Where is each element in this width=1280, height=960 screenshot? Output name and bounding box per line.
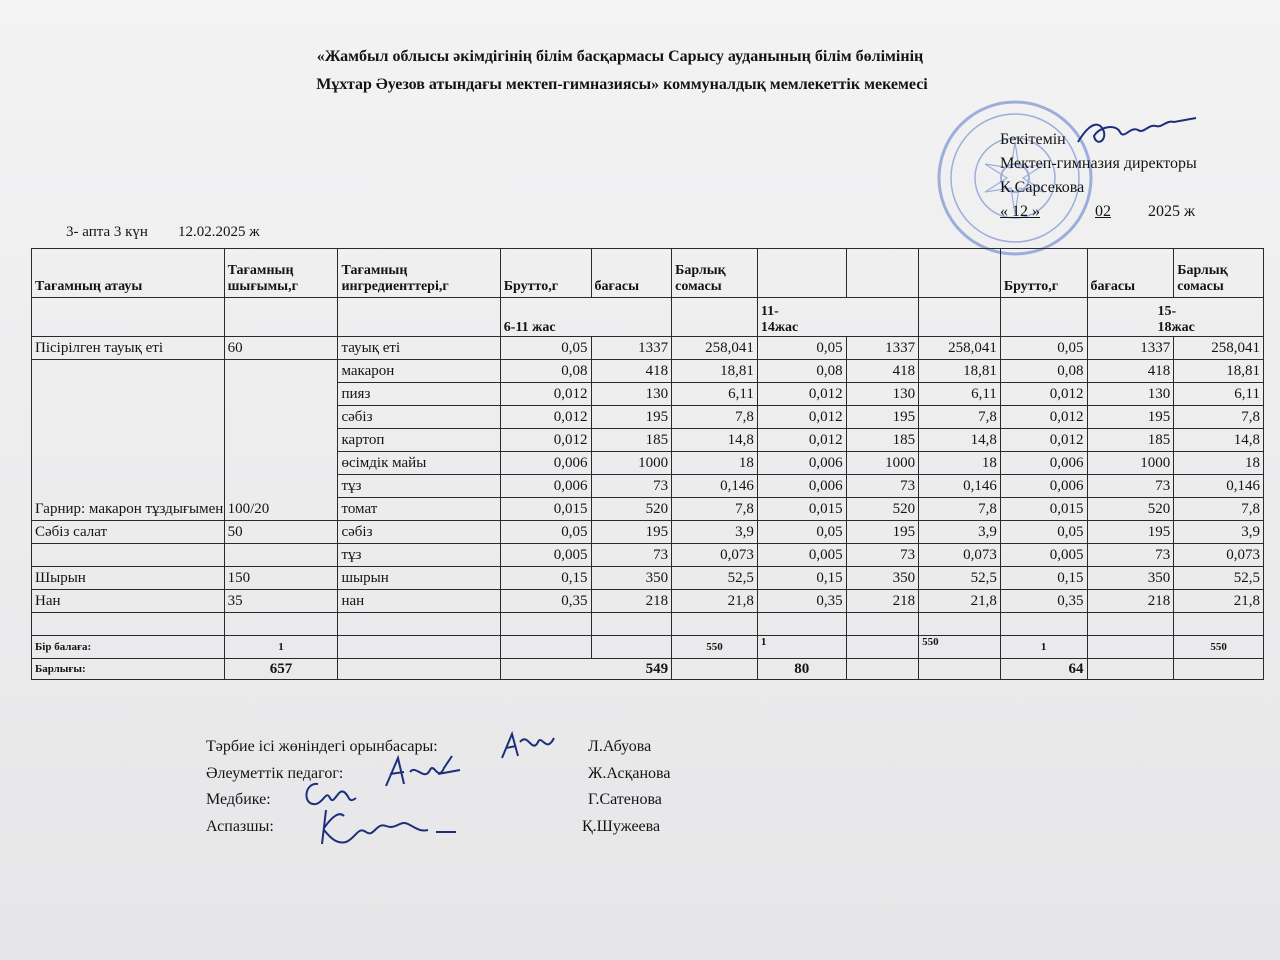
sum-1: 21,8: [672, 590, 758, 613]
menu-table: [31, 248, 1264, 680]
dish-name: Нан: [32, 590, 225, 613]
brutto-3: 0,35: [1000, 590, 1087, 613]
signature-role: Тәрбие ісі жөніндегі орынбасары:: [206, 738, 438, 755]
brutto-3: 0,05: [1000, 521, 1087, 544]
sum-3: 7,8: [1174, 498, 1264, 521]
signature-name: Г.Сатенова: [588, 791, 662, 808]
price-1: 350: [591, 567, 672, 590]
brutto-1: 0,012: [500, 383, 591, 406]
col-brutto-3: Брутто,г: [1000, 249, 1087, 298]
price-3: 1337: [1087, 337, 1174, 360]
ingredient: сәбіз: [338, 406, 500, 429]
sum-2: 18: [919, 452, 1001, 475]
brutto-3: 0,012: [1000, 429, 1087, 452]
header-line-1: «Жамбыл облысы әкімдігінің білім басқармасы Сарысу ауданының білім бөлімінің: [316, 48, 924, 65]
brutto-2: 0,012: [757, 429, 846, 452]
table-row: [32, 544, 1264, 567]
brutto-1: 0,015: [500, 498, 591, 521]
signature-role: Аспазшы:: [206, 818, 274, 835]
brutto-1: 0,05: [500, 337, 591, 360]
table-row: [32, 590, 1264, 613]
brutto-1: 0,08: [500, 360, 591, 383]
dish-name: [32, 544, 225, 567]
dish-name: Сәбіз салат: [32, 521, 225, 544]
col-ingredients: Тағамның ингредиенттері,г: [338, 249, 500, 298]
price-1: 418: [591, 360, 672, 383]
age-group-3: 15- 18жас: [1087, 298, 1263, 337]
empty-row: [32, 613, 1264, 636]
signature-role: Әлеуметтік педагог:: [206, 765, 344, 782]
sum-2: 7,8: [919, 406, 1001, 429]
approval-title: Бекітемін: [1000, 131, 1066, 148]
ingredient: тауық еті: [338, 337, 500, 360]
per-child-s3: 550: [1174, 636, 1264, 659]
table-row: [32, 521, 1264, 544]
ingredient: өсімдік майы: [338, 452, 500, 475]
price-2: 195: [846, 521, 919, 544]
brutto-2: 0,005: [757, 544, 846, 567]
signature-role: Медбике:: [206, 791, 271, 808]
approval-month: 02: [1095, 203, 1111, 220]
sum-2: 0,146: [919, 475, 1001, 498]
price-3: 195: [1087, 521, 1174, 544]
col-brutto-2: [757, 249, 846, 298]
price-3: 73: [1087, 544, 1174, 567]
signature-name: Қ.Шужеева: [582, 818, 661, 835]
sum-3: 258,041: [1174, 337, 1264, 360]
total-a: 657: [224, 659, 338, 680]
total-b: 549: [500, 659, 671, 680]
ingredient: нан: [338, 590, 500, 613]
dish-yield: 150: [224, 567, 338, 590]
price-3: 130: [1087, 383, 1174, 406]
ingredient: картоп: [338, 429, 500, 452]
brutto-2: 0,08: [757, 360, 846, 383]
sum-1: 0,146: [672, 475, 758, 498]
sum-3: 0,146: [1174, 475, 1264, 498]
price-2: 1337: [846, 337, 919, 360]
brutto-3: 0,006: [1000, 452, 1087, 475]
brutto-1: 0,05: [500, 521, 591, 544]
table-row: [32, 360, 1264, 383]
col-dish: Тағамның атауы: [32, 249, 225, 298]
sum-2: 21,8: [919, 590, 1001, 613]
brutto-1: 0,35: [500, 590, 591, 613]
approval-year: 2025 ж: [1148, 203, 1196, 220]
price-3: 350: [1087, 567, 1174, 590]
price-2: 418: [846, 360, 919, 383]
sum-3: 14,8: [1174, 429, 1264, 452]
price-2: 520: [846, 498, 919, 521]
price-1: 1337: [591, 337, 672, 360]
brutto-2: 0,05: [757, 521, 846, 544]
price-1: 195: [591, 521, 672, 544]
dish-yield: 60: [224, 337, 338, 360]
sum-3: 21,8: [1174, 590, 1264, 613]
price-1: 130: [591, 383, 672, 406]
ingredient: макарон: [338, 360, 500, 383]
sum-2: 18,81: [919, 360, 1001, 383]
brutto-3: 0,005: [1000, 544, 1087, 567]
approval-block: [1000, 128, 1197, 224]
table-row: [32, 567, 1264, 590]
brutto-1: 0,012: [500, 406, 591, 429]
price-2: 185: [846, 429, 919, 452]
col-price-2: [846, 249, 919, 298]
age-group-row: [32, 298, 1264, 337]
approval-day: « 12 »: [1000, 203, 1040, 220]
dish-yield: [224, 544, 338, 567]
total-label: Барлығы:: [32, 659, 225, 680]
sum-1: 52,5: [672, 567, 758, 590]
total-row: [32, 659, 1264, 680]
sum-1: 0,073: [672, 544, 758, 567]
price-3: 195: [1087, 406, 1174, 429]
handwritten-signature: [316, 804, 466, 850]
approval-name: К.Сарсекова: [1000, 179, 1085, 196]
sum-1: 14,8: [672, 429, 758, 452]
ingredient: сәбіз: [338, 521, 500, 544]
brutto-3: 0,015: [1000, 498, 1087, 521]
brutto-3: 0,05: [1000, 337, 1087, 360]
sum-1: 6,11: [672, 383, 758, 406]
sum-2: 6,11: [919, 383, 1001, 406]
sum-3: 0,073: [1174, 544, 1264, 567]
sum-2: 52,5: [919, 567, 1001, 590]
price-3: 185: [1087, 429, 1174, 452]
sum-2: 0,073: [919, 544, 1001, 567]
col-yield: Тағамның шығымы,г: [224, 249, 338, 298]
ingredient: пияз: [338, 383, 500, 406]
per-child-row: [32, 636, 1264, 659]
age-group-2: 11- 14жас: [757, 298, 918, 337]
brutto-2: 0,012: [757, 383, 846, 406]
price-1: 1000: [591, 452, 672, 475]
brutto-1: 0,006: [500, 475, 591, 498]
brutto-2: 0,35: [757, 590, 846, 613]
per-child-s2: 550: [919, 636, 1001, 659]
total-d: 64: [1000, 659, 1087, 680]
brutto-1: 0,15: [500, 567, 591, 590]
brutto-1: 0,005: [500, 544, 591, 567]
price-3: 73: [1087, 475, 1174, 498]
price-1: 73: [591, 544, 672, 567]
col-brutto-1: Брутто,г: [500, 249, 591, 298]
price-2: 73: [846, 475, 919, 498]
price-3: 1000: [1087, 452, 1174, 475]
ingredient: шырын: [338, 567, 500, 590]
price-2: 195: [846, 406, 919, 429]
price-3: 520: [1087, 498, 1174, 521]
ingredient: томат: [338, 498, 500, 521]
signature-name: Л.Абуова: [588, 738, 652, 755]
col-price-1: бағасы: [591, 249, 672, 298]
price-2: 73: [846, 544, 919, 567]
sum-2: 258,041: [919, 337, 1001, 360]
sum-3: 7,8: [1174, 406, 1264, 429]
dish-name: Шырын: [32, 567, 225, 590]
brutto-3: 0,012: [1000, 383, 1087, 406]
handwritten-signature: [382, 752, 462, 792]
brutto-3: 0,08: [1000, 360, 1087, 383]
brutto-2: 0,015: [757, 498, 846, 521]
col-sum-2: [919, 249, 1001, 298]
per-child-v1: 1: [224, 636, 338, 659]
dish-yield: 50: [224, 521, 338, 544]
week-day-line: 3- апта 3 күн 12.02.2025 ж: [66, 224, 260, 240]
price-1: 520: [591, 498, 672, 521]
dish-yield: 35: [224, 590, 338, 613]
price-2: 1000: [846, 452, 919, 475]
header-row: [32, 249, 1264, 298]
sum-2: 3,9: [919, 521, 1001, 544]
price-3: 418: [1087, 360, 1174, 383]
sum-1: 18: [672, 452, 758, 475]
brutto-2: 0,05: [757, 337, 846, 360]
sum-1: 7,8: [672, 406, 758, 429]
ingredient: тұз: [338, 544, 500, 567]
price-1: 185: [591, 429, 672, 452]
table-row: [32, 337, 1264, 360]
total-c: 80: [757, 659, 846, 680]
handwritten-signature: [498, 728, 558, 764]
sum-1: 3,9: [672, 521, 758, 544]
price-1: 218: [591, 590, 672, 613]
price-2: 218: [846, 590, 919, 613]
col-price-3: бағасы: [1087, 249, 1174, 298]
sum-3: 3,9: [1174, 521, 1264, 544]
brutto-1: 0,006: [500, 452, 591, 475]
approval-position: Мектеп-гимназия директоры: [1000, 155, 1197, 172]
col-sum-3: Барлық сомасы: [1174, 249, 1264, 298]
header-line-2: Мұхтар Әуезов атындағы мектеп-гимназиясы» коммуналдық мемлекеттік мекемесі: [316, 76, 928, 93]
age-group-1: 6-11 жас: [500, 298, 671, 337]
price-2: 130: [846, 383, 919, 406]
brutto-2: 0,15: [757, 567, 846, 590]
sum-1: 7,8: [672, 498, 758, 521]
brutto-3: 0,006: [1000, 475, 1087, 498]
per-child-v2: 1: [757, 636, 846, 659]
per-child-v3: 1: [1000, 636, 1087, 659]
sum-2: 14,8: [919, 429, 1001, 452]
price-1: 73: [591, 475, 672, 498]
dish-name: Пісірілген тауық еті: [32, 337, 225, 360]
ingredient: тұз: [338, 475, 500, 498]
per-child-s1: 550: [672, 636, 758, 659]
brutto-3: 0,012: [1000, 406, 1087, 429]
brutto-3: 0,15: [1000, 567, 1087, 590]
signature-name: Ж.Асқанова: [588, 765, 671, 782]
sum-3: 52,5: [1174, 567, 1264, 590]
sum-1: 258,041: [672, 337, 758, 360]
brutto-2: 0,006: [757, 475, 846, 498]
sum-2: 7,8: [919, 498, 1001, 521]
sum-1: 18,81: [672, 360, 758, 383]
brutto-2: 0,012: [757, 406, 846, 429]
sum-3: 18: [1174, 452, 1264, 475]
col-sum-1: Барлық сомасы: [672, 249, 758, 298]
approval-date: [1000, 200, 1197, 224]
price-1: 195: [591, 406, 672, 429]
brutto-2: 0,006: [757, 452, 846, 475]
price-2: 350: [846, 567, 919, 590]
sum-3: 6,11: [1174, 383, 1264, 406]
garnish-dish-name: Гарнир: макарон тұздығымен: [32, 360, 225, 521]
garnish-yield: 100/20: [224, 360, 338, 521]
sum-3: 18,81: [1174, 360, 1264, 383]
price-3: 218: [1087, 590, 1174, 613]
brutto-1: 0,012: [500, 429, 591, 452]
per-child-label: Бір балаға:: [32, 636, 225, 659]
